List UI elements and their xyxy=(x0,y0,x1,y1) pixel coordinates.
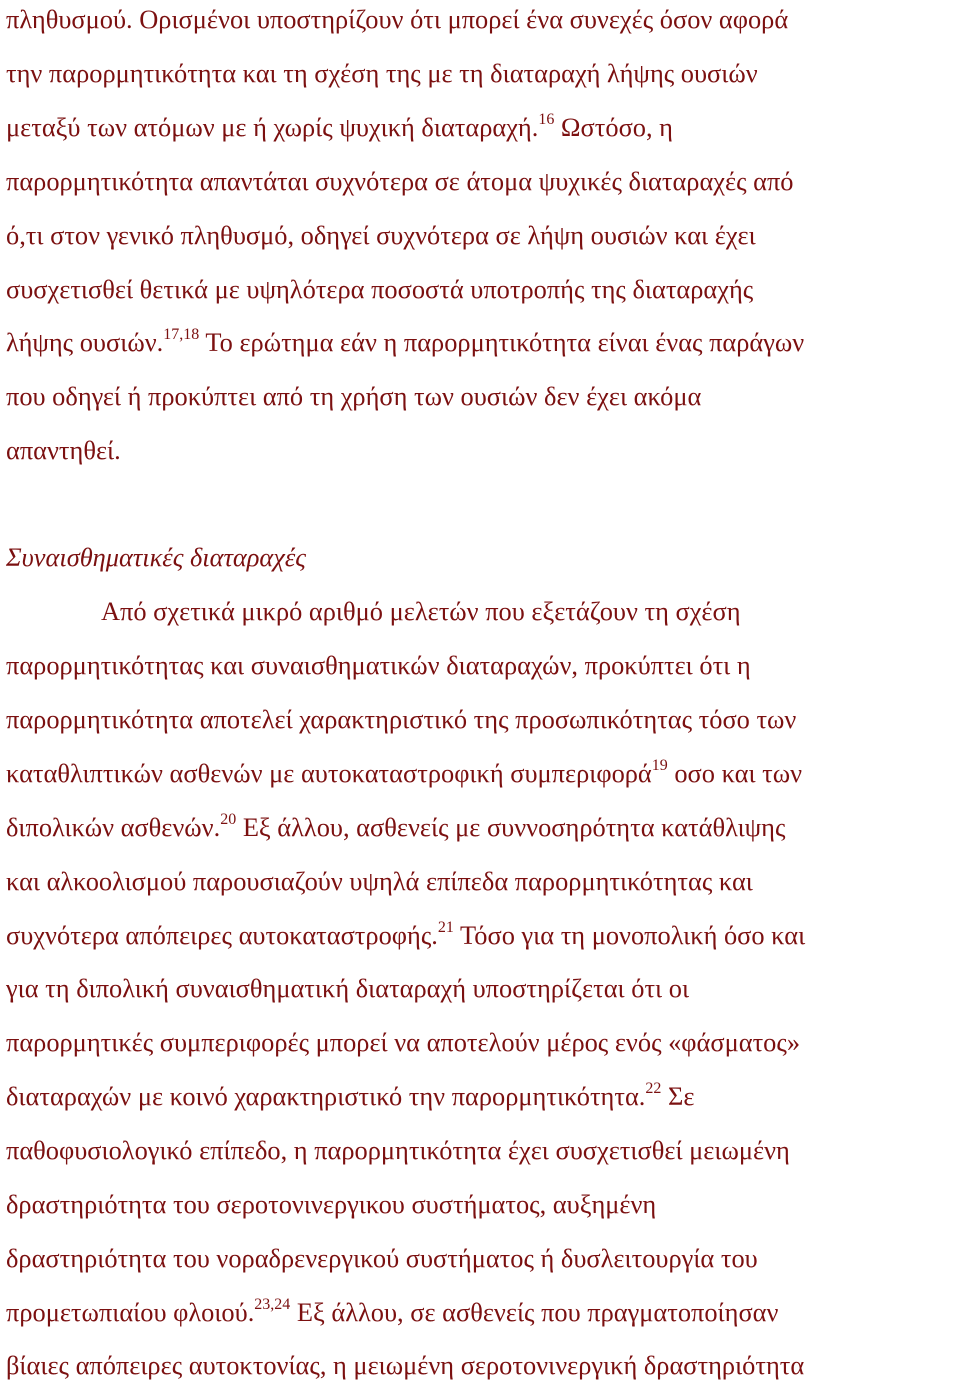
text-line: παρορμητικότητα απαντάται συχνότερα σε άτομα ψυχικές διαταραχές από xyxy=(6,166,794,196)
text-segment: προμετωπιαίου φλοιού. xyxy=(6,1297,255,1327)
text-line xyxy=(6,112,673,142)
citation-ref: 20 xyxy=(220,811,237,828)
text-segment: συχνότερα απόπειρες αυτοκαταστροφής. xyxy=(6,920,438,950)
text-line: απαντηθεί. xyxy=(6,435,121,465)
text-segment: Σε xyxy=(661,1081,695,1111)
citation-ref: 16 xyxy=(538,111,555,128)
text-line xyxy=(6,812,785,842)
text-segment: οσο και των xyxy=(667,758,803,788)
text-line xyxy=(6,1081,694,1111)
citation-ref: 17,18 xyxy=(163,326,200,343)
text-line xyxy=(6,1297,778,1327)
citation-ref: 22 xyxy=(645,1080,662,1097)
text-segment: καταθλιπτικών ασθενών με αυτοκαταστροφική συμπεριφορά xyxy=(6,758,652,788)
text-line xyxy=(6,920,805,950)
text-line: παθοφυσιολογικό επίπεδο, η παρορμητικότητα έχει συσχετισθεί μειωμένη xyxy=(6,1135,790,1165)
citation-ref: 21 xyxy=(437,919,454,936)
text-segment: λήψης ουσιών. xyxy=(6,327,164,357)
citation-ref: 23,24 xyxy=(254,1296,291,1313)
text-line: συσχετισθεί θετικά με υψηλότερα ποσοστά υποτροπής της διαταραχής xyxy=(6,274,754,304)
citation-ref: 19 xyxy=(651,757,668,774)
text-line xyxy=(6,327,804,357)
text-line: βίαιες απόπειρες αυτοκτονίας, η μειωμένη σεροτονινεργική δραστηριότητα xyxy=(6,1350,805,1380)
text-segment: Το ερώτημα εάν η παρορμητικότητα είναι ένας παράγων xyxy=(199,327,805,357)
text-segment: διαταραχών με κοινό χαρακτηριστικό την παρορμητικότητα. xyxy=(6,1081,646,1111)
text-line: δραστηριότητα του νοραδρενεργικού συστήματος ή δυσλειτουργία του xyxy=(6,1243,758,1273)
text-line: παρορμητικές συμπεριφορές μπορεί να αποτελούν μέρος ενός «φάσματος» xyxy=(6,1027,801,1057)
text-line: και αλκοολισμού παρουσιαζούν υψηλά επίπεδα παρορμητικότητας και xyxy=(6,866,753,896)
text-line: ό,τι στον γενικό πληθυσμό, οδηγεί συχνότερα σε λήψη ουσιών και έχει xyxy=(6,220,756,250)
text-segment: μεταξύ των ατόμων με ή χωρίς ψυχική διαταραχή. xyxy=(6,112,539,142)
section-heading: Συναισθηματικές διαταραχές xyxy=(6,542,307,572)
text-segment: Ωστόσο, η xyxy=(554,112,673,142)
text-segment: Εξ άλλου, σε ασθενείς που πραγματοποίησαν xyxy=(290,1297,779,1327)
text-line: που οδηγεί ή προκύπτει από τη χρήση των ουσιών δεν έχει ακόμα xyxy=(6,381,702,411)
text-line: την παρορμητικότητα και τη σχέση της με τη διαταραχή λήψης ουσιών xyxy=(6,58,758,88)
text-line: δραστηριότητα του σεροτονινεργικου συστήματος, αυξημένη xyxy=(6,1189,657,1219)
text-segment: Εξ άλλου, ασθενείς με συννοσηρότητα κατάθλιψης xyxy=(236,812,786,842)
text-line xyxy=(6,758,802,788)
text-line: Από σχετικά μικρό αριθμό μελετών που εξετάζουν τη σχέση xyxy=(101,596,741,626)
text-segment: Τόσο για τη μονοπολική όσο και xyxy=(453,920,806,950)
text-line: για τη διπολική συναισθηματική διαταραχή υποστηρίζεται ότι οι xyxy=(6,973,690,1003)
text-line: παρορμητικότητα αποτελεί χαρακτηριστικό της προσωπικότητας τόσο των xyxy=(6,704,797,734)
text-line: παρορμητικότητας και συναισθηματικών διαταραχών, προκύπτει ότι η xyxy=(6,650,751,680)
text-line: πληθυσμού. Ορισμένοι υποστηρίζουν ότι μπορεί ένα συνεχές όσον αφορά xyxy=(6,4,789,34)
text-segment: διπολικών ασθενών. xyxy=(6,812,221,842)
